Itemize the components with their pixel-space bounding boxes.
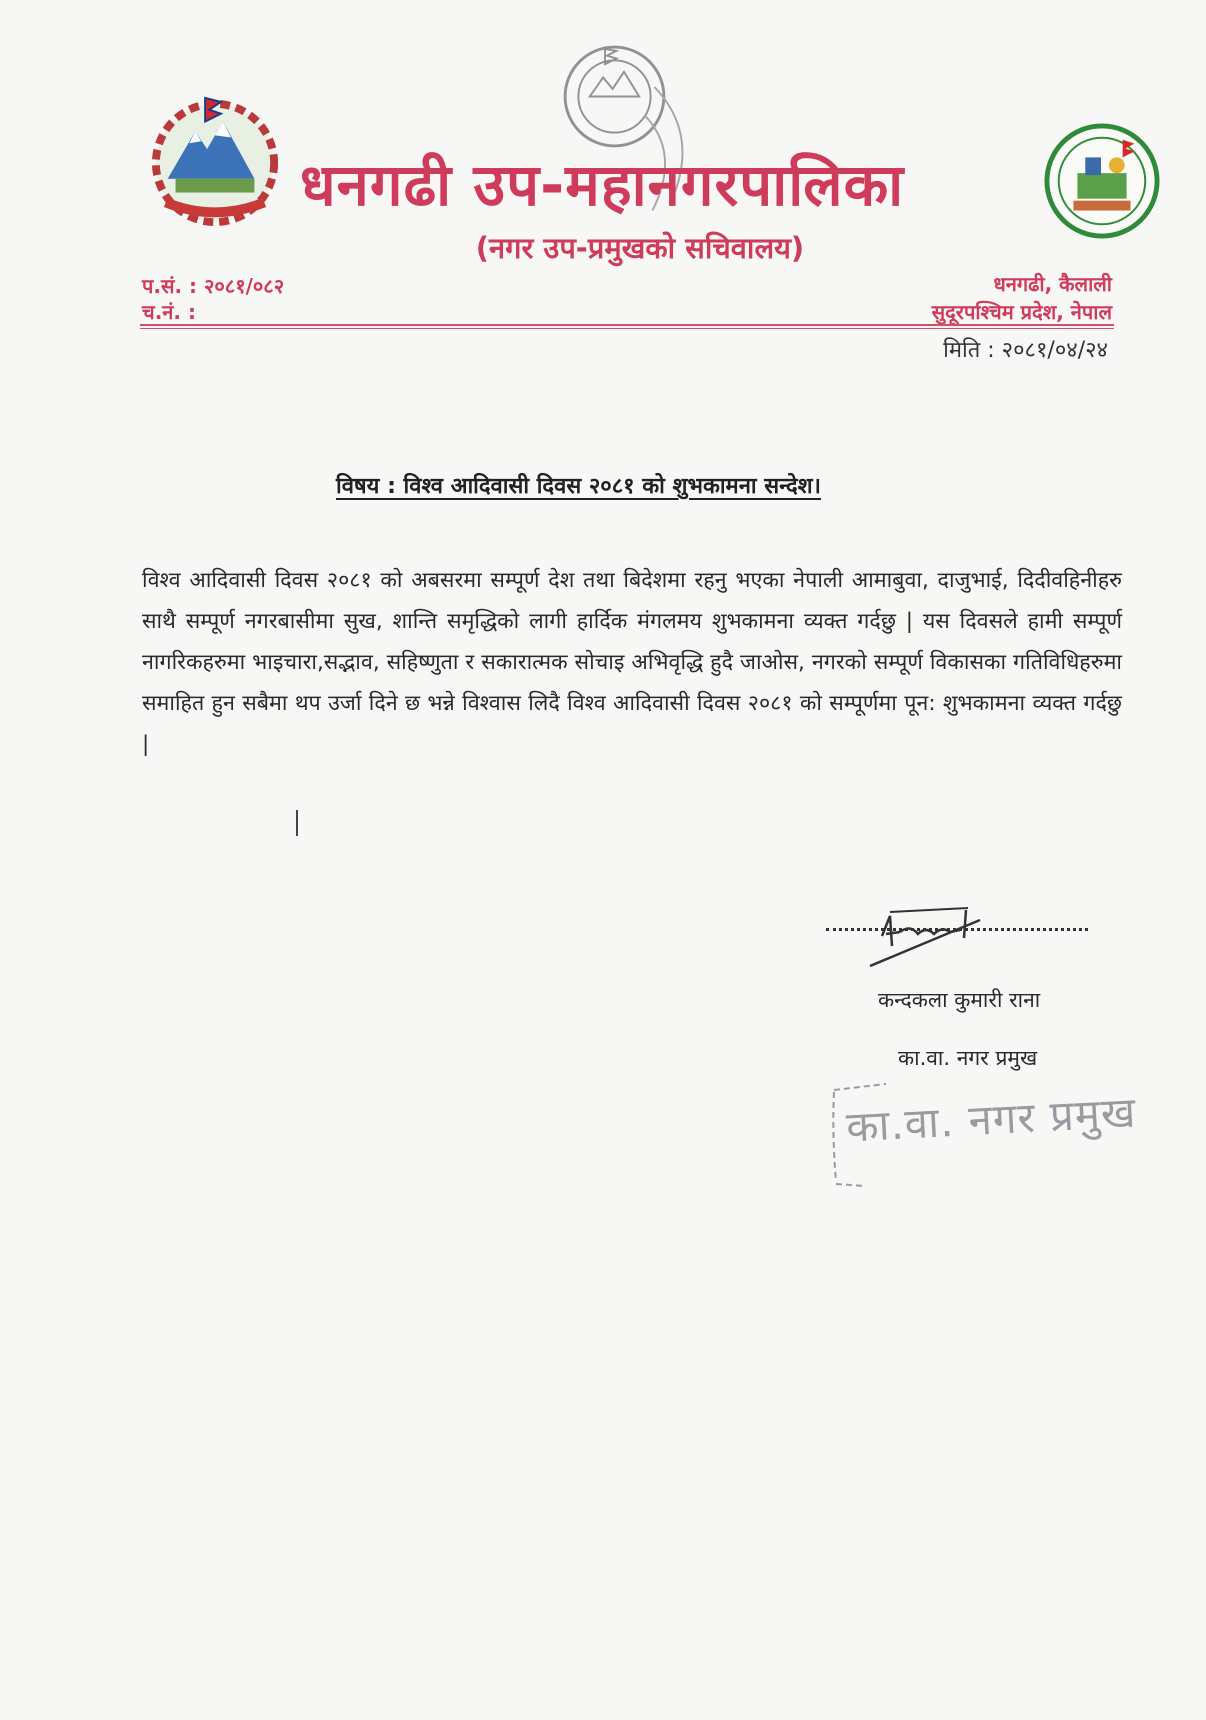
signature-line <box>826 928 1088 931</box>
signer-title: का.वा. नगर प्रमुख <box>898 1046 1038 1070</box>
header-divider <box>140 324 1114 326</box>
municipality-name: धनगढी उप-महानगरपालिका <box>300 151 905 219</box>
signer-name: कन्दकला कुमारी राना <box>878 988 1041 1012</box>
address-city: धनगढी, कैलाली <box>993 272 1112 296</box>
municipality-logo-icon <box>1028 122 1176 240</box>
letter-body: विश्व आदिवासी दिवस २०८१ को अबसरमा सम्पूर्ण देश तथा बिदेशमा रहनु भएका नेपाली आमाबुवा, दाजुभाई, दिदीवहिनीहरु साथै सम्पूर्ण नगरबासीमा सुख, शान्ति समृद्धिको लागी हार्दिक मंगलमय शुभकामना व्यक्त गर्दछु | यस दिवसले हामी सम्पूर्ण नागरिकहरुमा भाइचारा,सद्भाव, सहिष्णुता र सकारात्मक सोचाइ अभिवृद्धि हुदै जाओस, नगरको सम्पूर्ण विकासका गतिविधिहरुमा समाहित हुन सबैमा थप उर्जा दिने छ भन्ने विश्वास लिदै विश्व आदिवासी दिवस २०८१ को सम्पूर्णमा पून: शुभकामना व्यक्त गर्दछु | <box>142 568 1122 757</box>
address-province: सुदूरपश्चिम प्रदेश, नेपाल <box>931 300 1112 324</box>
handwritten-signature <box>860 896 1010 976</box>
nepal-emblem-icon <box>146 92 284 230</box>
stray-mark <box>296 810 298 836</box>
letter-subject: विषय : विश्व आदिवासी दिवस २०८१ को शुभकामना सन्देश। <box>336 474 821 499</box>
office-name: (नगर उप-प्रमुखको सचिवालय) <box>475 231 805 265</box>
header-divider-thin <box>140 328 1114 329</box>
title-stamp: का.वा. नगर प्रमुख <box>844 1087 1138 1152</box>
letter-date: मिति : २०८१/०४/२४ <box>943 338 1108 363</box>
dispatch-number: च.नं. : <box>142 300 196 324</box>
reference-number: प.सं. : २०८१/०८२ <box>142 274 285 298</box>
